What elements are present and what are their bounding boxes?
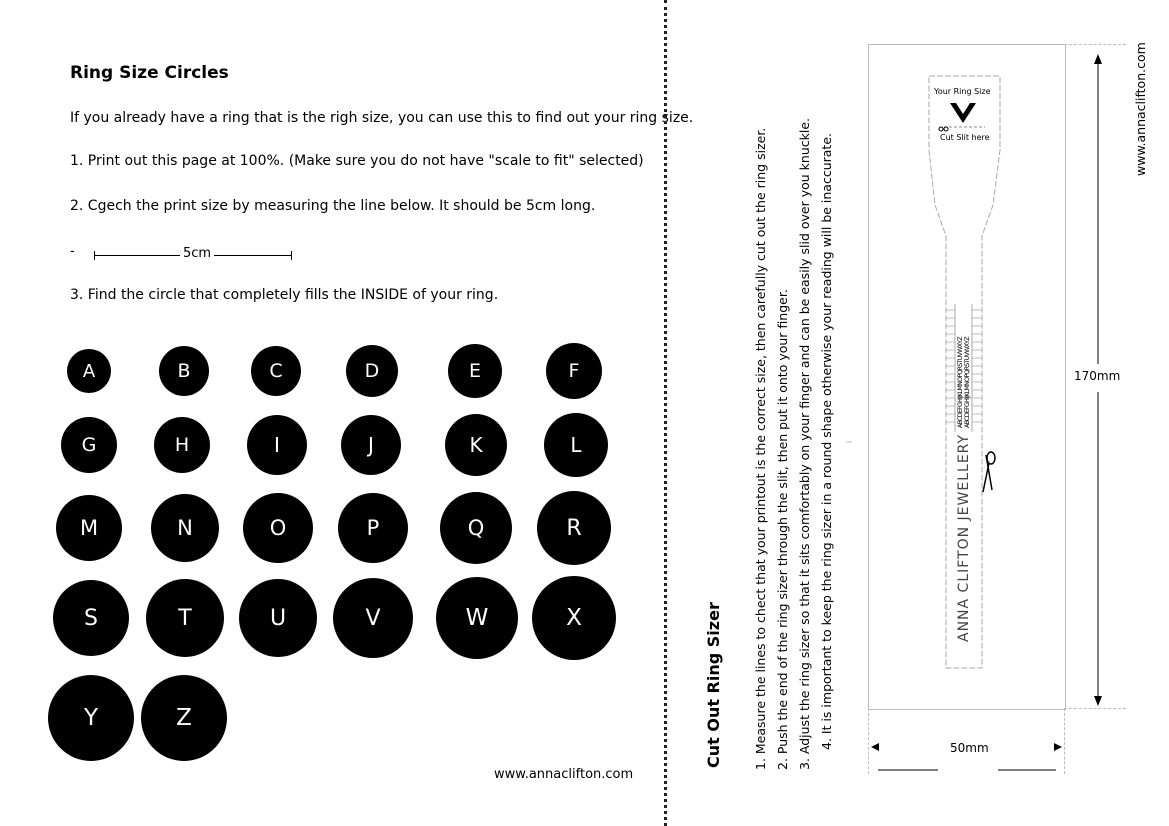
ring-size-circle-y: Y	[48, 675, 134, 761]
scissors-icon	[983, 452, 995, 492]
ring-size-circle-x: X	[532, 576, 616, 660]
instruction-1: 1. Measure the lines to chect that your printout is the correct size, then carefully cut out the ring sizer.	[753, 127, 768, 770]
ring-size-circle-h: H	[154, 417, 210, 473]
cut-out-ring-sizer-title: Cut Out Ring Sizer	[704, 602, 723, 768]
ring-size-circle-e: E	[448, 344, 502, 398]
ring-size-circles-title: Ring Size Circles	[70, 63, 229, 83]
ring-size-circle-v: V	[333, 578, 413, 658]
ring-size-circle-o: O	[243, 493, 313, 563]
ring-size-circle-q: Q	[440, 492, 512, 564]
intro-text: If you already have a ring that is the righ size, you can use this to find out your ring size.	[70, 110, 694, 126]
cut-slit-label: Cut Slit here	[940, 133, 990, 142]
your-ring-size-label: Your Ring Size	[934, 87, 991, 96]
height-label: 170mm	[1074, 369, 1121, 383]
ring-size-circle-u: U	[239, 579, 317, 657]
ring-size-circle-z: Z	[141, 675, 227, 761]
sizer-scale-letters-left: ABCDEFGHIJKLMNOPQRSTUVWXYZ	[956, 337, 964, 428]
five-cm-label: 5cm	[180, 246, 214, 261]
ring-size-circle-s: S	[53, 580, 129, 656]
instruction-3: 3. Adjust the ring sizer so that it sits comfortably on your finger and can be easily slid over you knuckle.	[797, 117, 812, 770]
ring-size-circle-g: G	[61, 417, 117, 473]
ring-size-circle-j: J	[341, 415, 401, 475]
ring-size-circle-i: I	[247, 415, 307, 475]
ring-size-circle-c: C	[251, 346, 301, 396]
width-label: 50mm	[950, 741, 989, 755]
step-2-text: 2. Cgech the print size by measuring the line below. It should be 5cm long.	[70, 198, 596, 214]
ring-size-circle-l: L	[544, 413, 608, 477]
step-1-text: 1. Print out this page at 100%. (Make sure you do not have "scale to fit" selected)	[70, 153, 644, 169]
dash-mark: -	[70, 244, 75, 259]
sizer-scale-letters-right: ABCDEFGHIJKLMNOPQRSTUVWXYZ	[963, 337, 971, 428]
instruction-4: 4. It is important to keep the ring sizer in a round shape otherwise your reading will be inaccurate.	[819, 133, 834, 750]
ring-size-circle-p: P	[338, 493, 408, 563]
ring-size-circle-r: R	[537, 491, 611, 565]
brand-label: ANNA CLIFTON JEWELLERY	[956, 433, 972, 642]
right-website: www.annaclifton.com	[1133, 42, 1148, 176]
ring-size-circle-w: W	[436, 577, 518, 659]
ring-size-circle-a: A	[67, 349, 111, 393]
ring-size-circle-n: N	[151, 494, 219, 562]
ring-size-circle-d: D	[346, 345, 398, 397]
ring-size-circle-t: T	[146, 579, 224, 657]
ring-size-circle-k: K	[445, 414, 507, 476]
instruction-2: 2. Push the end of the ring sizer through the slit, then put it onto your finger.	[775, 289, 790, 770]
ring-size-circle-f: F	[546, 343, 602, 399]
step-3-text: 3. Find the circle that completely fills the INSIDE of your ring.	[70, 287, 499, 303]
ring-size-circle-b: B	[159, 346, 209, 396]
ring-size-circle-m: M	[56, 495, 122, 561]
left-website: www.annaclifton.com	[494, 767, 634, 782]
